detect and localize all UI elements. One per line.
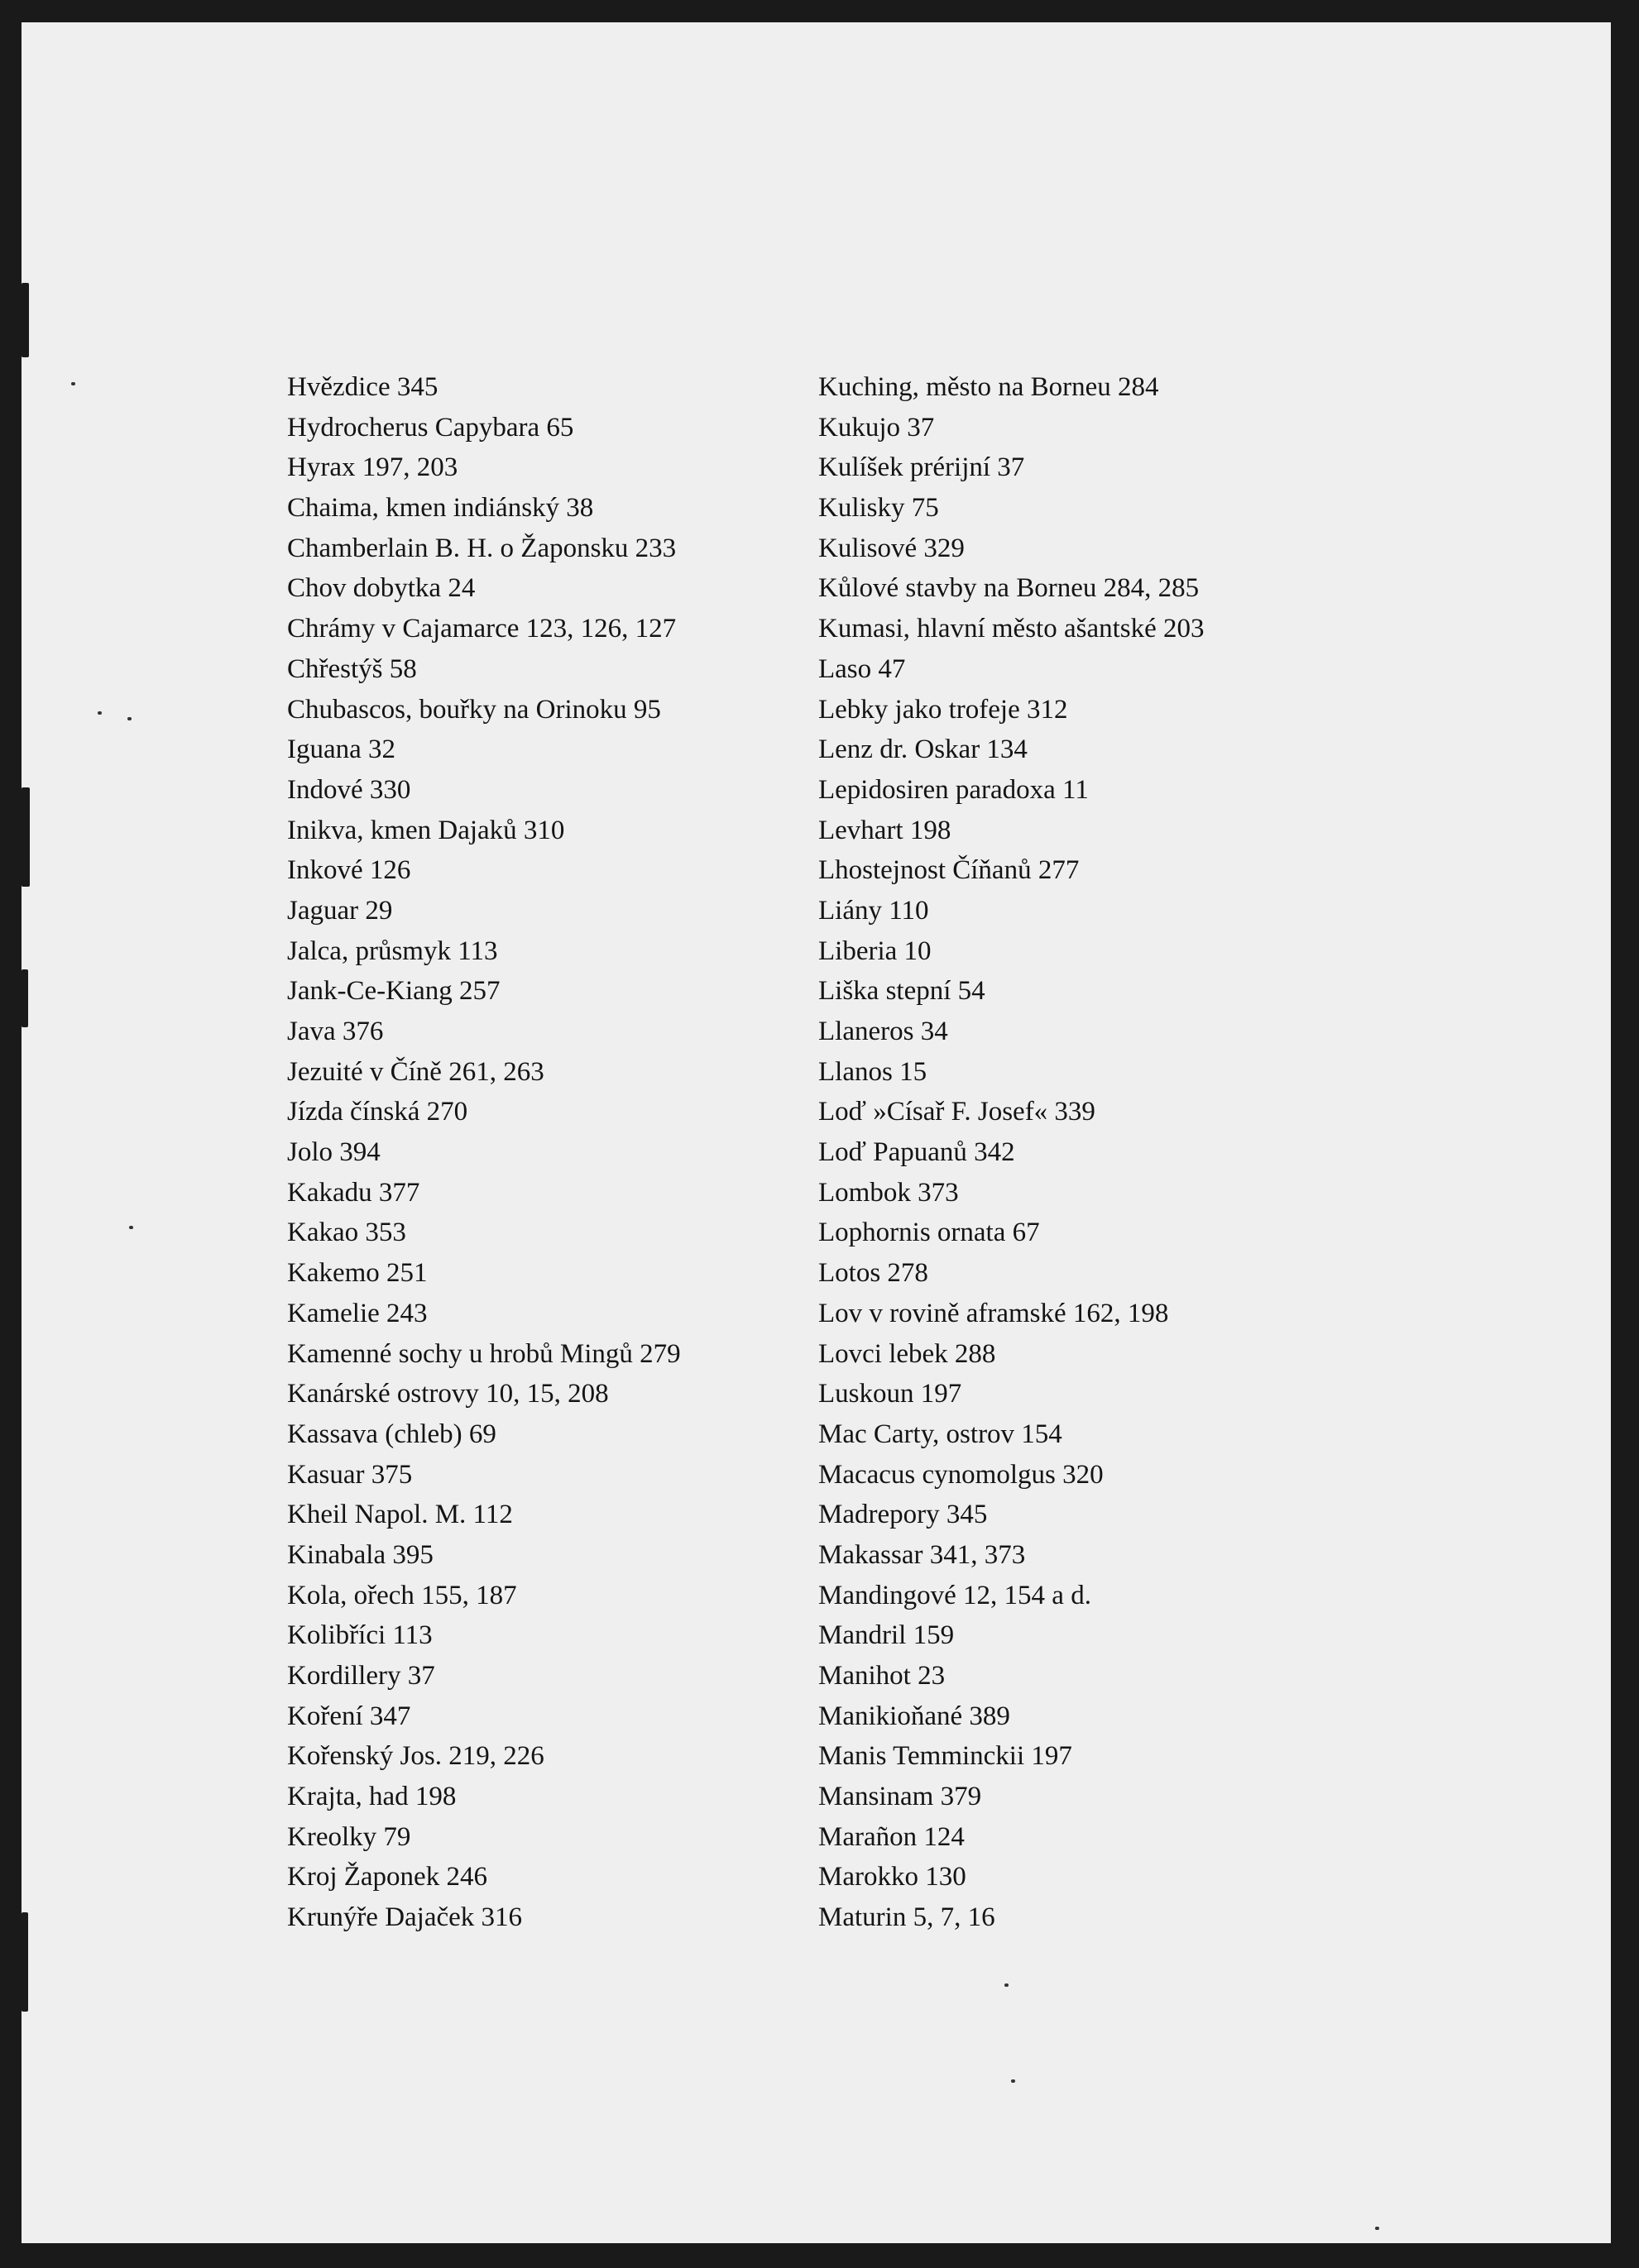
index-entry: Loď Papuanů 342	[818, 1137, 1015, 1168]
index-entry: Manis Temminckii 197	[818, 1741, 1072, 1772]
scan-top-border	[18, 18, 1619, 22]
index-entry: Kola, ořech 155, 187	[287, 1580, 517, 1610]
index-entry: Lombok 373	[818, 1177, 959, 1208]
index-entry: Kinabala 395	[287, 1539, 434, 1570]
scan-right-border	[1611, 18, 1619, 2243]
index-entry: Kamelie 243	[287, 1298, 428, 1328]
index-entry: Kukujo 37	[818, 412, 935, 443]
index-entry: Jízda čínská 270	[287, 1097, 468, 1127]
index-entry: Chřestýš 58	[287, 653, 417, 684]
index-entry: Lophornis ornata 67	[818, 1218, 1040, 1248]
index-entry: Laso 47	[818, 653, 906, 684]
index-entry: Kulíšek prérijní 37	[818, 452, 1025, 483]
index-entry: Llaneros 34	[818, 1017, 948, 1046]
index-entry: Kreolky 79	[287, 1821, 411, 1852]
index-entry: Levhart 198	[818, 815, 951, 845]
index-entry: Indové 330	[287, 774, 411, 805]
scan-speck	[127, 717, 132, 720]
scan-speck	[98, 711, 102, 715]
index-entry: Liberia 10	[818, 935, 932, 966]
index-entry: Kořenský Jos. 219, 226	[287, 1741, 544, 1772]
index-entry: Madrepory 345	[818, 1500, 988, 1530]
index-entry: Jalca, průsmyk 113	[287, 935, 498, 966]
index-entry: Loď »Císař F. Josef« 339	[818, 1097, 1095, 1127]
index-entry: Lovci lebek 288	[818, 1338, 996, 1369]
index-entry: Kakadu 377	[287, 1177, 420, 1208]
index-entry: Chaima, kmen indiánský 38	[287, 493, 594, 524]
index-entry: Kuching, město na Borneu 284	[818, 372, 1159, 402]
binding-mark	[22, 283, 29, 357]
index-entry: Hvězdice 345	[287, 372, 439, 402]
index-entry: Chubascos, bouřky na Orinoku 95	[287, 694, 661, 725]
index-entry: Kumasi, hlavní město ašantské 203	[818, 614, 1205, 644]
index-entry: Maturin 5, 7, 16	[818, 1902, 995, 1933]
index-entry: Liány 110	[818, 895, 929, 926]
index-entry: Kulisky 75	[818, 493, 939, 524]
index-entry: Hydrocherus Capybara 65	[287, 412, 574, 443]
index-column-right	[818, 367, 1348, 1938]
index-entry: Manihot 23	[818, 1661, 946, 1691]
scanned-page	[18, 18, 1619, 2243]
index-entry: Lhostejnost Číňanů 277	[818, 855, 1080, 886]
binding-mark	[22, 1912, 28, 2012]
binding-mark	[22, 969, 28, 1027]
index-entry: Inikva, kmen Dajaků 310	[287, 815, 565, 845]
index-entry: Mandingové 12, 154 a d.	[818, 1580, 1091, 1610]
index-entry: Lov v rovině aframské 162, 198	[818, 1298, 1169, 1328]
scan-speck	[1004, 1983, 1009, 1987]
index-entry: Inkové 126	[287, 855, 411, 886]
index-entry: Llanos 15	[818, 1056, 927, 1087]
index-entry: Macacus cynomolgus 320	[818, 1459, 1104, 1490]
index-entry: Jaguar 29	[287, 895, 393, 926]
index-entry: Kulisové 329	[818, 533, 965, 563]
index-entry: Kroj Žaponek 246	[287, 1862, 487, 1892]
scan-speck	[1375, 2227, 1379, 2230]
index-entry: Jank-Ce-Kiang 257	[287, 976, 501, 1007]
index-entry: Krunýře Dajaček 316	[287, 1902, 523, 1933]
index-entry: Lenz dr. Oskar 134	[818, 734, 1028, 765]
index-entry: Jezuité v Číně 261, 263	[287, 1056, 544, 1087]
index-entry: Iguana 32	[287, 734, 396, 765]
index-entry: Kamenné sochy u hrobů Mingů 279	[287, 1338, 681, 1369]
index-entry: Lepidosiren paradoxa 11	[818, 774, 1089, 805]
index-entry: Chamberlain B. H. o Žaponsku 233	[287, 533, 677, 563]
index-entry: Krajta, had 198	[287, 1782, 457, 1812]
index-entry: Lotos 278	[818, 1258, 928, 1289]
index-entry: Marokko 130	[818, 1862, 966, 1892]
index-entry: Kakao 353	[287, 1218, 406, 1248]
index-entry: Chrámy v Cajamarce 123, 126, 127	[287, 614, 677, 644]
index-entry: Marañon 124	[818, 1821, 965, 1852]
index-entry: Makassar 341, 373	[818, 1539, 1026, 1570]
index-entry: Mac Carty, ostrov 154	[818, 1419, 1062, 1449]
index-entry: Kassava (chleb) 69	[287, 1419, 496, 1449]
index-entry: Kordillery 37	[287, 1661, 435, 1691]
index-entry: Lebky jako trofeje 312	[818, 694, 1068, 725]
index-entry: Manikioňané 389	[818, 1701, 1010, 1731]
binding-mark	[22, 787, 30, 887]
scan-speck	[129, 1226, 133, 1229]
index-column-left	[287, 367, 817, 1938]
scan-speck	[1011, 2079, 1015, 2083]
index-entry: Java 376	[287, 1017, 384, 1046]
index-entry: Kakemo 251	[287, 1258, 428, 1289]
scan-speck	[71, 382, 75, 385]
index-entry: Kheil Napol. M. 112	[287, 1500, 513, 1530]
index-entry: Chov dobytka 24	[287, 573, 476, 604]
index-entry: Hyrax 197, 203	[287, 452, 458, 483]
index-entry: Mansinam 379	[818, 1782, 982, 1812]
index-entry: Mandril 159	[818, 1620, 955, 1651]
index-entry: Luskoun 197	[818, 1379, 962, 1409]
index-entry: Koření 347	[287, 1701, 411, 1731]
index-entry: Liška stepní 54	[818, 976, 985, 1007]
index-entry: Kasuar 375	[287, 1459, 413, 1490]
index-entry: Kanárské ostrovy 10, 15, 208	[287, 1379, 609, 1409]
index-entry: Kůlové stavby na Borneu 284, 285	[818, 573, 1200, 604]
index-entry: Jolo 394	[287, 1137, 381, 1168]
index-entry: Kolibříci 113	[287, 1620, 433, 1651]
